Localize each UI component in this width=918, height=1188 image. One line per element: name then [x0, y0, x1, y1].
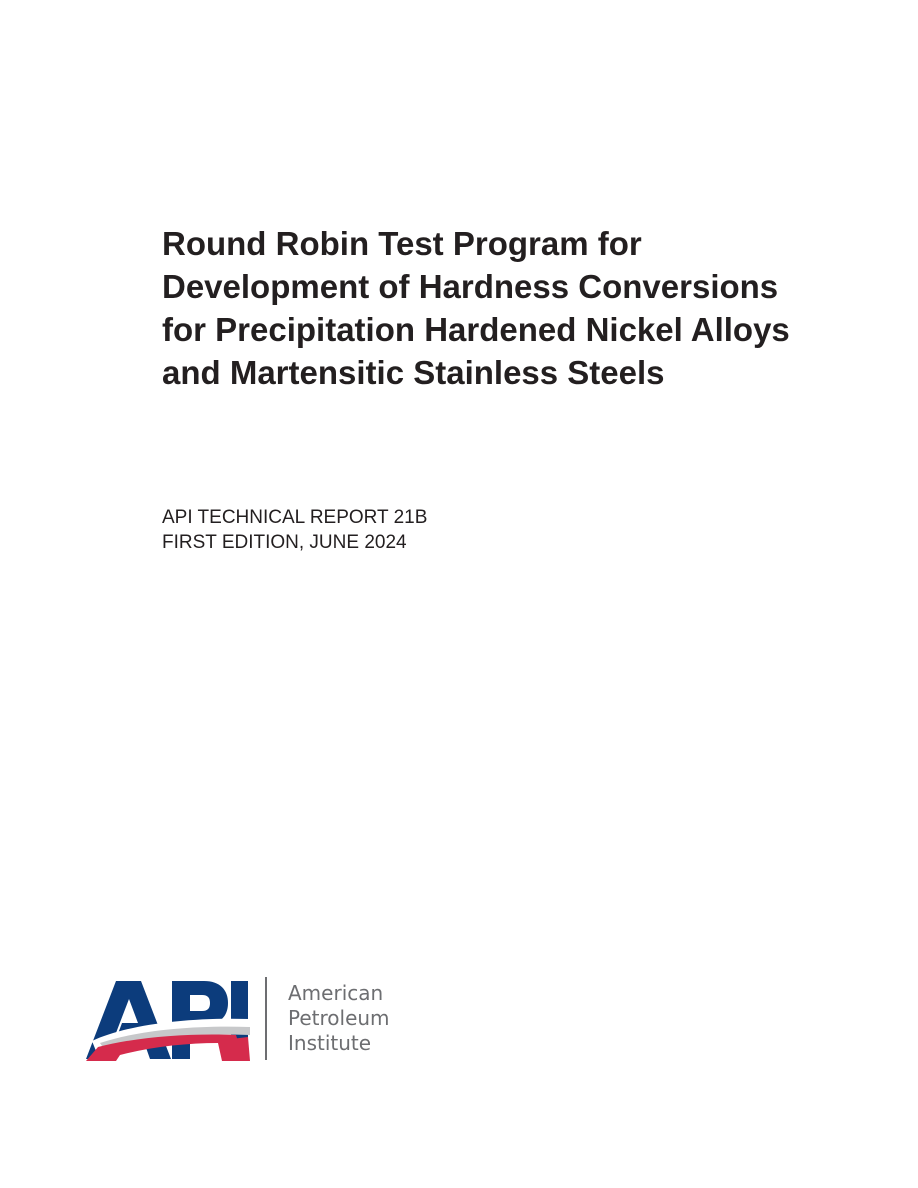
org-name-line-3: Institute [288, 1031, 372, 1055]
org-name-line-1: American [288, 981, 384, 1005]
title-line-1: Round Robin Test Program for [162, 225, 642, 262]
org-name-line-2: Petroleum [288, 1006, 390, 1030]
report-number: API TECHNICAL REPORT 21B [162, 507, 428, 528]
edition-date: FIRST EDITION, JUNE 2024 [162, 532, 407, 553]
logo-divider [265, 977, 267, 1060]
title-line-2: Development of Hardness Conversions [162, 268, 779, 305]
logo-red-accent [231, 1037, 250, 1061]
organization-name [288, 981, 390, 1056]
title-line-4: and Martensitic Stainless Steels [162, 354, 665, 391]
api-logo [86, 975, 416, 1065]
api-logo-mark [86, 977, 250, 1061]
title-line-3: for Precipitation Hardened Nickel Alloys [162, 311, 790, 348]
report-designation [162, 505, 427, 555]
document-title [162, 222, 902, 394]
